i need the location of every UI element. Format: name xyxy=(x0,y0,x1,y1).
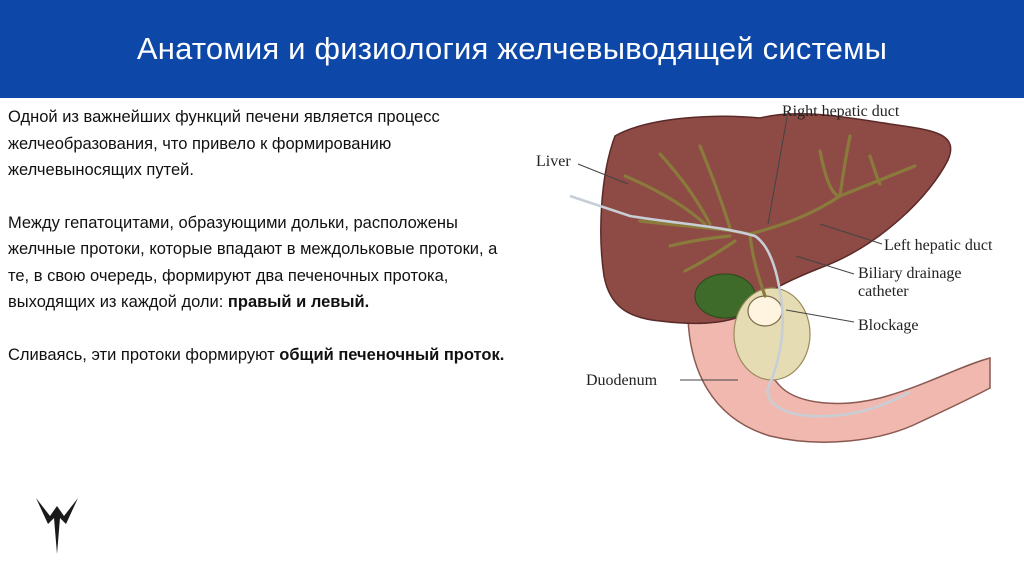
label-biliary-drainage-2: catheter xyxy=(858,283,909,300)
label-left-hepatic-duct: Left hepatic duct xyxy=(884,237,993,254)
paragraph-2 xyxy=(8,210,523,316)
paragraph-3-bold: общий печеночный проток. xyxy=(279,345,505,364)
paragraph-1: Одной из важнейших функций печени является процесс желчеобразования, что привело к формированию желчевыносящих путей. xyxy=(8,108,440,179)
blockage-shape xyxy=(748,296,782,326)
paragraph-3 xyxy=(8,342,523,369)
paragraph-2-bold: правый и левый. xyxy=(227,293,370,311)
biliary-anatomy-diagram xyxy=(520,96,1024,456)
paragraph-2-text: Между гепатоцитами, образующими дольки, расположены желчные протоки, которые впадают в междольковые протоки, а те, в свою очередь, формируют два печеночных протока, выходящих из каждой доли: xyxy=(8,213,498,311)
label-blockage: Blockage xyxy=(858,317,919,334)
body-text xyxy=(8,104,523,394)
label-duodenum: Duodenum xyxy=(586,372,658,389)
label-biliary-drainage-1: Biliary drainage xyxy=(858,265,962,282)
slide-title: Анатомия и физиология желчевыводящей системы xyxy=(136,31,888,66)
header-bar xyxy=(0,0,1024,98)
label-right-hepatic-duct: Right hepatic duct xyxy=(782,103,900,120)
logo-icon xyxy=(34,496,80,556)
paragraph-3-text: Сливаясь, эти протоки формируют xyxy=(8,345,280,364)
label-liver: Liver xyxy=(536,153,571,170)
